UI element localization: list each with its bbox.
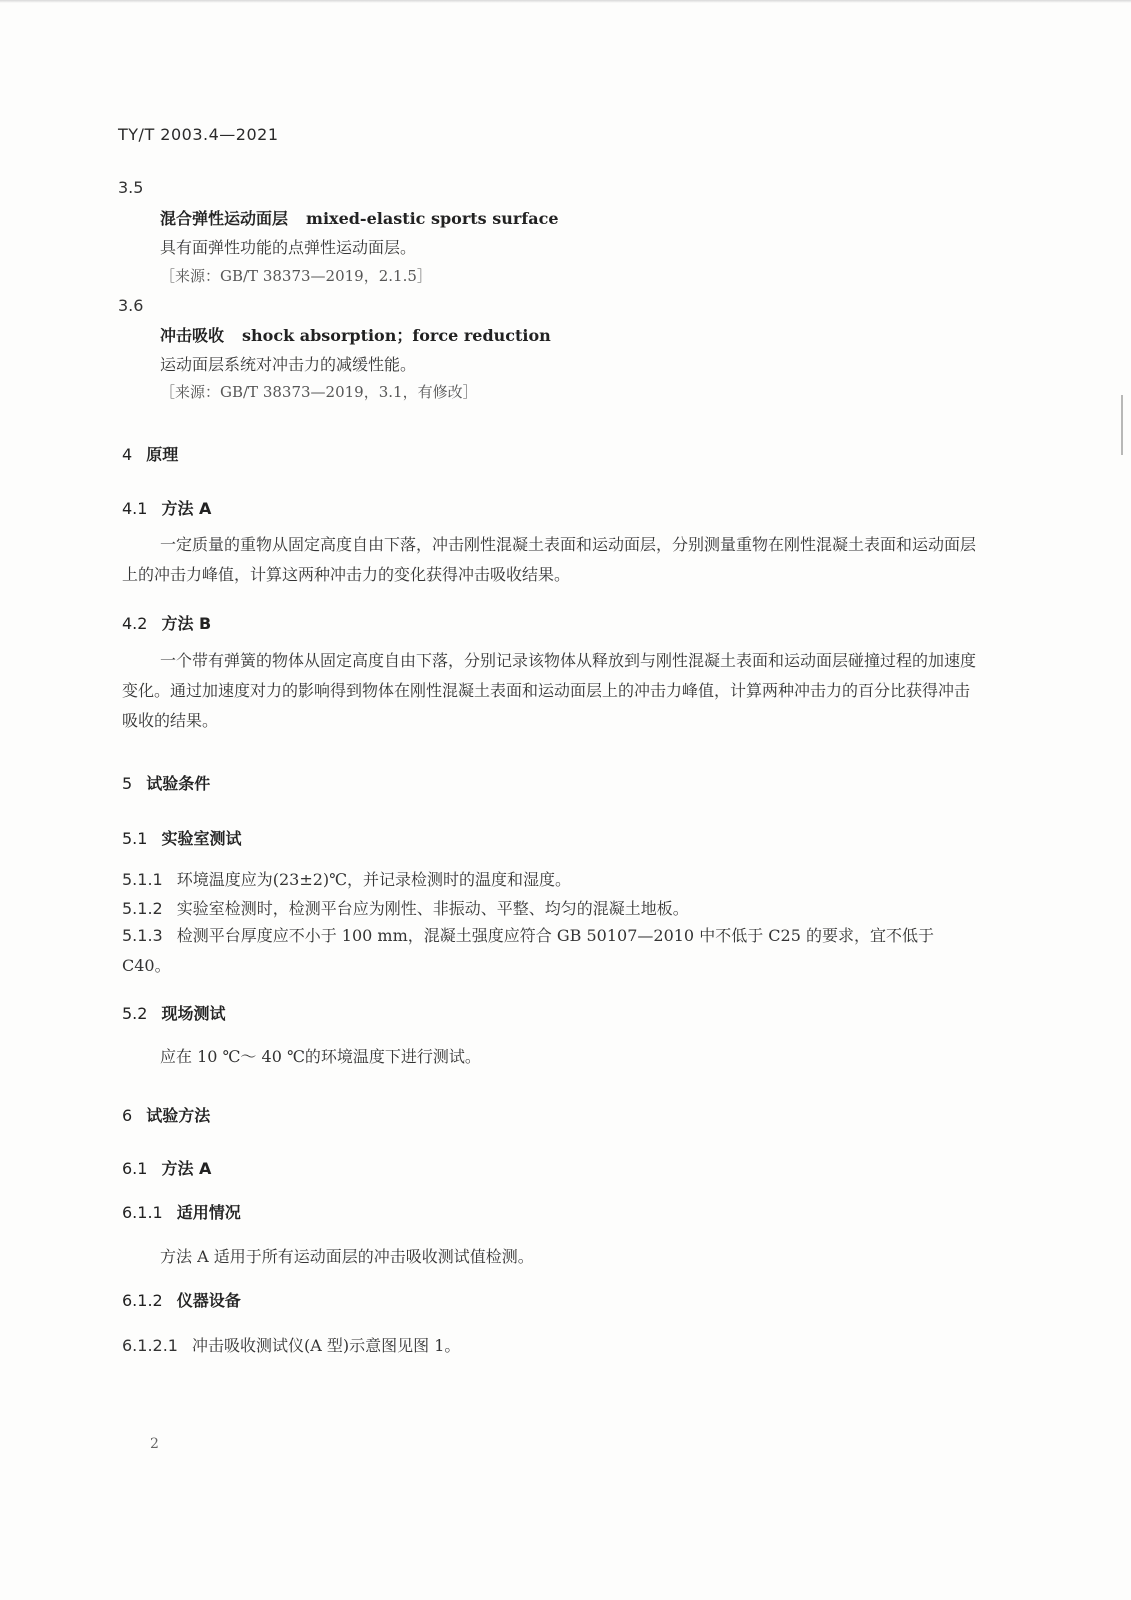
subsection-number: 6.1 [122, 1159, 148, 1178]
subsection-title: 仪器设备 [176, 1291, 241, 1310]
paragraph: 应在 10 ℃～ 40 ℃的环境温度下进行测试。 [160, 1047, 481, 1066]
subsection-number: 5.1 [122, 829, 148, 848]
standard-code: TY/T 2003.4—2021 [118, 125, 279, 144]
subsection-title: 方法 B [161, 614, 212, 633]
subsection-heading [122, 1200, 241, 1223]
section-title: 原理 [146, 445, 179, 464]
subsection-number: 4.2 [122, 614, 148, 633]
clause [122, 1333, 460, 1356]
clause-text: 冲击吸收测试仪(A 型)示意图见图 1。 [191, 1336, 461, 1355]
section-title: 试验方法 [146, 1106, 211, 1125]
term-cn: 冲击吸收 [160, 326, 225, 345]
subsection-title: 方法 A [161, 1159, 212, 1178]
term-source: ［来源：GB/T 38373—2019，2.1.5］ [160, 267, 432, 285]
clause-text: 实验室检测时，检测平台应为刚性、非振动、平整、均匀的混凝土地板。 [176, 899, 689, 918]
page-number: 2 [150, 1436, 159, 1452]
subsection-title: 实验室测试 [161, 829, 242, 848]
section-heading [122, 1103, 210, 1126]
term-source: ［来源：GB/T 38373—2019，3.1，有修改］ [160, 383, 478, 401]
subsection-heading [122, 496, 211, 519]
subsection-heading [122, 1001, 225, 1024]
clause-number: 5.1.3 [122, 926, 163, 945]
subsection-heading [122, 826, 241, 849]
term-cn: 混合弹性运动面层 [160, 209, 289, 228]
clause [122, 896, 689, 919]
subsection-title: 现场测试 [161, 1004, 226, 1023]
section-heading [122, 771, 210, 794]
subsection-heading [122, 1288, 241, 1311]
section-heading [122, 442, 178, 465]
subsection-number: 5.2 [122, 1004, 148, 1023]
term-en: mixed-elastic sports surface [306, 209, 559, 228]
term-en: shock absorption；force reduction [242, 326, 551, 345]
page-top-edge [0, 0, 1131, 3]
term-definition: 运动面层系统对冲击力的减缓性能。 [160, 355, 417, 374]
paragraph: 一定质量的重物从固定高度自由下落，冲击刚性混凝土表面和运动面层，分别测量重物在刚性混凝土表面和运动面层上的冲击力峰值，计算这两种冲击力的变化获得冲击吸收结果。 [122, 535, 977, 584]
clause-number: 5.1.2 [122, 899, 163, 918]
paragraph: 一个带有弹簧的物体从固定高度自由下落，分别记录该物体从释放到与刚性混凝土表面和运动面层碰撞过程的加速度变化。通过加速度对力的影响得到物体在刚性混凝土表面和运动面层上的冲击力峰值，计算两种冲击力的百分比获得冲击吸收的结果。 [122, 651, 977, 730]
subsection-number: 6.1.2 [122, 1291, 163, 1310]
subsection-title: 适用情况 [176, 1203, 241, 1222]
clause-text: 检测平台厚度应不小于 100 mm，混凝土强度应符合 GB 50107—2010 中不低于 C25 的要求，宜不低于 C40。 [122, 926, 934, 975]
subsection-heading [122, 611, 211, 634]
subsection-heading [122, 1156, 211, 1179]
clause-number: 6.1.2.1 [122, 1336, 178, 1355]
section-title: 试验条件 [146, 774, 211, 793]
subsection-number: 6.1.1 [122, 1203, 163, 1222]
term-definition: 具有面弹性功能的点弹性运动面层。 [160, 238, 417, 257]
term-number: 3.5 [118, 178, 144, 197]
term-title [160, 323, 551, 346]
clause [122, 867, 571, 890]
section-number: 4 [122, 445, 133, 464]
term-title [160, 206, 559, 229]
subsection-number: 4.1 [122, 499, 148, 518]
clause [122, 921, 980, 981]
section-number: 5 [122, 774, 133, 793]
section-number: 6 [122, 1106, 133, 1125]
subsection-title: 方法 A [161, 499, 212, 518]
scan-artifact [1121, 395, 1123, 455]
clause-text: 环境温度应为(23±2)℃，并记录检测时的温度和湿度。 [176, 870, 572, 889]
clause-number: 5.1.1 [122, 870, 163, 889]
paragraph: 方法 A 适用于所有运动面层的冲击吸收测试值检测。 [160, 1247, 534, 1266]
term-number: 3.6 [118, 296, 144, 315]
